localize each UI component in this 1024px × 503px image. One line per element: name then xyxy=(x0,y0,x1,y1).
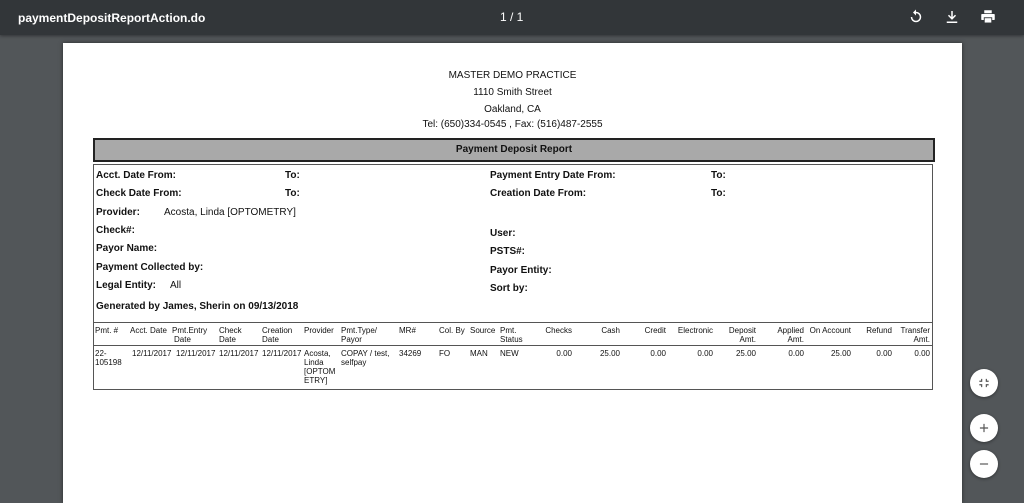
check-no-label: Check#: xyxy=(96,225,135,236)
col-header-provider: Provider xyxy=(304,326,334,335)
check-to-label: To: xyxy=(285,188,300,199)
col-header-applied-amt: Applied Amt. xyxy=(777,326,804,344)
col-header-checks: Checks xyxy=(545,326,572,335)
zoom-in-icon[interactable] xyxy=(970,414,998,442)
col-header-on-account: On Account xyxy=(809,326,851,335)
filter-section xyxy=(93,164,933,323)
cell-acct-date: 12/11/2017 xyxy=(132,349,172,358)
cell-transfer-amt: 0.00 xyxy=(914,349,930,358)
payment-entry-from-label: Payment Entry Date From: xyxy=(490,170,616,181)
cell-cash: 25.00 xyxy=(599,349,620,358)
col-header-credit: Credit xyxy=(644,326,666,335)
report-title: Payment Deposit Report xyxy=(93,138,935,162)
cell-refund: 0.00 xyxy=(876,349,892,358)
col-header-col-by: Col. By xyxy=(439,326,465,335)
generated-by-line: Generated by James, Sherin on 09/13/2018 xyxy=(96,301,299,312)
col-header-cash: Cash xyxy=(601,326,620,335)
cell-checks: 0.00 xyxy=(556,349,572,358)
cell-col-by: FO xyxy=(439,349,451,358)
user-label: User: xyxy=(490,228,516,239)
sort-by-label: Sort by: xyxy=(490,283,528,294)
col-header-deposit-amt: Deposit Amt. xyxy=(728,326,756,344)
col-header-pmt-type: Pmt.Type/ Payor xyxy=(341,326,378,344)
practice-street: 1110 Smith Street xyxy=(473,87,552,98)
creation-to-label: To: xyxy=(711,188,726,199)
rotate-icon[interactable] xyxy=(907,8,925,26)
col-header-check-date: Check Date xyxy=(219,326,242,344)
download-icon[interactable] xyxy=(943,8,961,26)
cell-applied-amt: 0.00 xyxy=(788,349,804,358)
zoom-out-icon[interactable] xyxy=(970,450,998,478)
legal-entity-value: All xyxy=(170,280,182,291)
cell-creation-date: 12/11/2017 xyxy=(262,349,302,358)
cell-provider: Acosta, Linda [OPTOM ETRY] xyxy=(304,349,336,385)
legal-entity-label: Legal Entity: xyxy=(96,280,157,291)
col-header-transfer-amt: Transfer Amt. xyxy=(900,326,930,344)
document-title: paymentDepositReportAction.do xyxy=(18,11,206,25)
acct-date-from-label: Acct. Date From: xyxy=(96,170,177,181)
col-header-pmt-status: Pmt. Status xyxy=(500,326,523,344)
cell-pmt-no: 22- 105198 xyxy=(95,349,122,367)
payments-table xyxy=(93,322,933,390)
cell-pmt-entry-date: 12/11/2017 xyxy=(176,349,216,358)
cell-credit: 0.00 xyxy=(650,349,666,358)
acct-to-label: To: xyxy=(285,170,300,181)
psts-label: PSTS#: xyxy=(490,246,526,257)
page-indicator: 1 / 1 xyxy=(500,10,524,24)
payor-name-label: Payor Name: xyxy=(96,243,158,254)
col-header-source: Source xyxy=(470,326,496,335)
table-header-row xyxy=(94,323,932,346)
provider-label: Provider: xyxy=(96,207,140,218)
cell-deposit-amt: 25.00 xyxy=(735,349,756,358)
fit-page-icon[interactable] xyxy=(970,369,998,397)
col-header-pmt-entry-date: Pmt.Entry Date xyxy=(172,326,208,344)
cell-pmt-type: COPAY / test, selfpay xyxy=(341,349,390,367)
col-header-creation-date: Creation Date xyxy=(262,326,293,344)
cell-electronic: 0.00 xyxy=(697,349,713,358)
col-header-mr-no: MR# xyxy=(399,326,416,335)
col-header-refund: Refund xyxy=(866,326,892,335)
print-icon[interactable] xyxy=(979,8,997,26)
practice-city: Oakland, CA xyxy=(484,104,541,115)
practice-name: MASTER DEMO PRACTICE xyxy=(448,70,577,81)
col-header-acct-date: Acct. Date xyxy=(130,326,167,335)
provider-value: Acosta, Linda [OPTOMETRY] xyxy=(164,207,296,218)
payment-entry-to-label: To: xyxy=(711,170,726,181)
col-header-electronic: Electronic xyxy=(677,326,713,335)
pdf-toolbar xyxy=(0,0,1024,35)
creation-date-from-label: Creation Date From: xyxy=(490,188,587,199)
cell-mr-no: 34269 xyxy=(399,349,422,358)
cell-on-account: 25.00 xyxy=(830,349,851,358)
pdf-page xyxy=(63,43,962,503)
cell-pmt-status: NEW xyxy=(500,349,519,358)
check-date-from-label: Check Date From: xyxy=(96,188,182,199)
practice-phone-fax: Tel: (650)334-0545 , Fax: (516)487-2555 xyxy=(422,119,603,130)
col-header-pmt-no: Pmt. # xyxy=(95,326,119,335)
cell-check-date: 12/11/2017 xyxy=(219,349,259,358)
cell-source: MAN xyxy=(470,349,488,358)
payor-entity-label: Payor Entity: xyxy=(490,265,552,276)
payment-collected-label: Payment Collected by: xyxy=(96,262,204,273)
